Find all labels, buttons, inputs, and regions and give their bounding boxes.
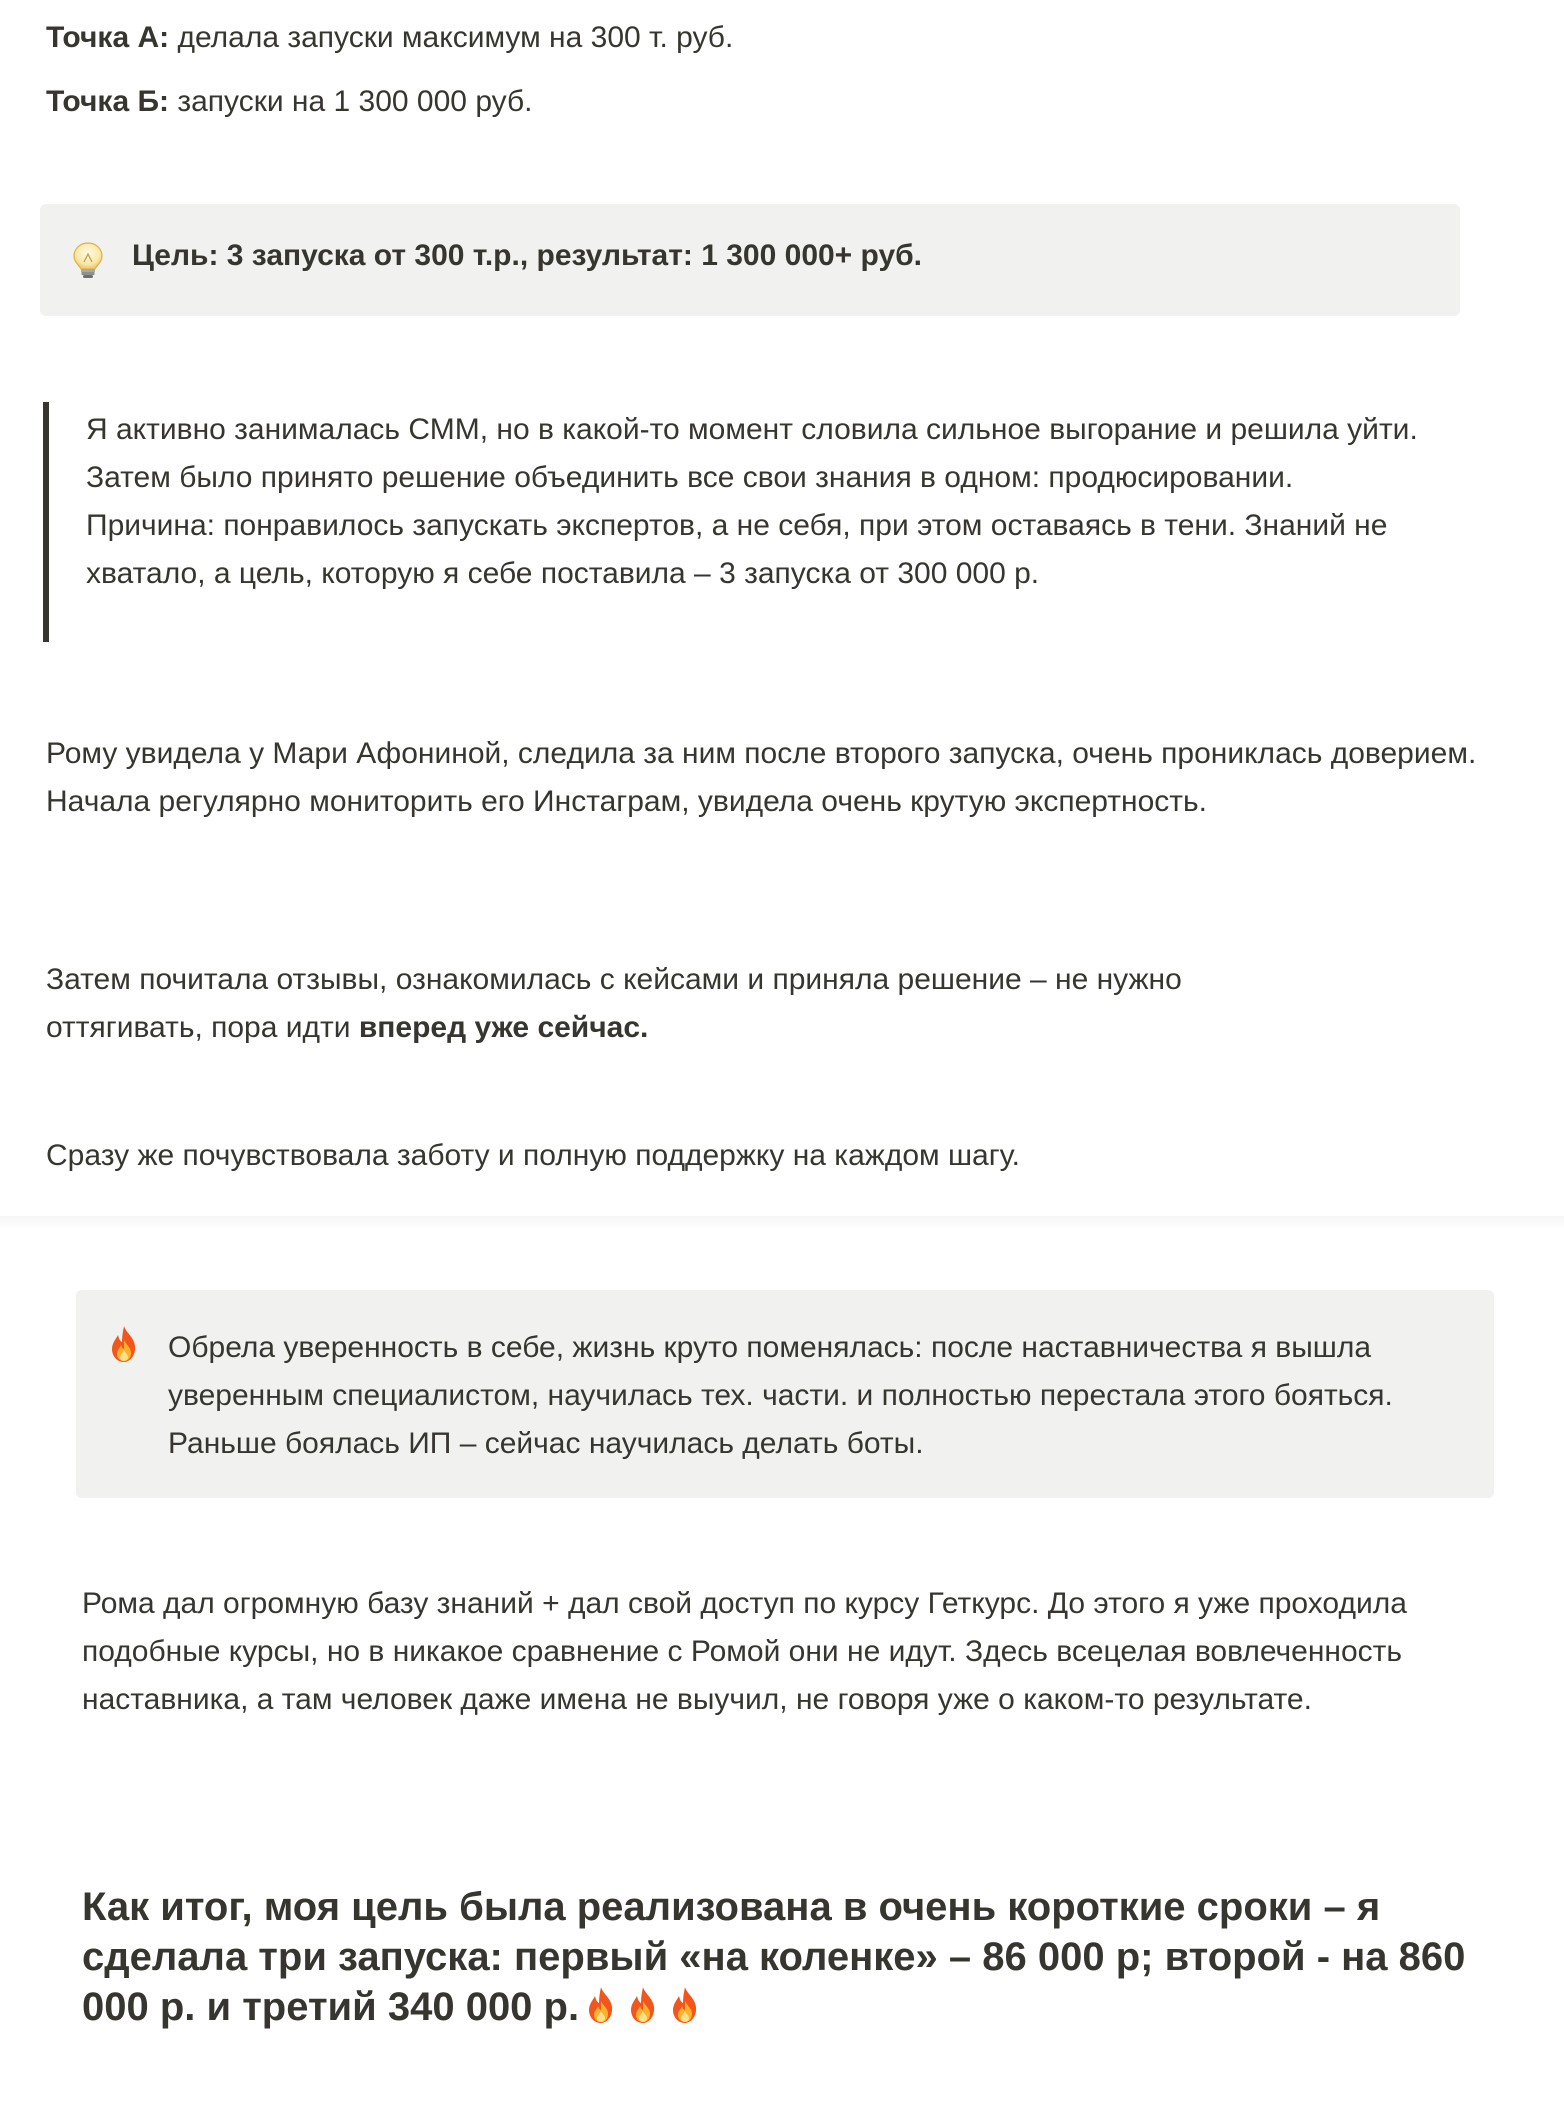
- section-divider: [0, 1216, 1564, 1230]
- paragraph-roma-found: Рому увидела у Мари Афониной, следила за ним после второго запуска, очень прониклась доверием. Начала регулярно мониторить его Инстаграм, увидела очень крутую экспертность.: [46, 737, 1477, 818]
- point-b-label: Точка Б:: [46, 85, 170, 118]
- point-b-line: [46, 78, 1526, 126]
- point-a-text: делала запуски максимум на 300 т. руб.: [169, 21, 734, 54]
- fire-icon: [581, 1984, 621, 2026]
- fire-icon: [665, 1984, 705, 2026]
- goal-callout: [40, 204, 1460, 316]
- point-a-line: [46, 14, 1526, 62]
- paragraph-knowledge: Рома дал огромную базу знаний + дал свой доступ по курсу Геткурс. До этого я уже проходила подобные курсы, но в никакое сравнение с Ромой они не идут. Здесь всецелая вовлеченность наставника, а там человек даже имена не выучил, не говоря уже о каком-то результате.: [82, 1587, 1407, 1716]
- result-heading-text: Как итог, моя цель была реализована в очень короткие сроки – я сделала три запуска: первый «на коленке» – 86 000 р; второй - на 860 000 р. и третий 340 000 р.: [82, 1885, 1466, 2029]
- result-heading: [82, 1882, 1502, 2032]
- goal-callout-text: Цель: 3 запуска от 300 т.р., результат: 1 300 000+ руб.: [132, 239, 923, 272]
- quote-block: [43, 402, 1429, 642]
- point-b-text: запуски на 1 300 000 руб.: [169, 85, 533, 118]
- paragraph-decision-text: Затем почитала отзывы, ознакомилась с кейсами и приняла решение – не нужно оттягивать, пора идти: [46, 963, 1182, 1044]
- confidence-callout-text: Обрела уверенность в себе, жизнь круто поменялась: после наставничества я вышла уверенным специалистом, научилась тех. части. и полностью перестала этого бояться. Раньше боялась ИП – сейчас научилась делать боты.: [168, 1331, 1393, 1460]
- confidence-callout: [76, 1290, 1494, 1498]
- fire-icon: [623, 1984, 663, 2026]
- quote-text: Я активно занималась СММ, но в какой-то момент словила сильное выгорание и решила уйти. Затем было принято решение объединить все свои знания в одном: продюсировании. Причина: понравилось запускать экспертов, а не себя, при этом оставаясь в тени. Знаний не хватало, а цель, которую я себе поставила – 3 запуска от 300 000 р.: [86, 413, 1418, 590]
- paragraph-decision-bold: вперед уже сейчас.: [358, 1011, 649, 1044]
- paragraph-decision: [46, 956, 1346, 1052]
- fire-icon: [104, 1324, 144, 1364]
- lightbulb-icon: [68, 240, 108, 280]
- paragraph-care: Сразу же почувствовала заботу и полную поддержку на каждом шагу.: [46, 1139, 1021, 1172]
- point-a-label: Точка А:: [46, 21, 170, 54]
